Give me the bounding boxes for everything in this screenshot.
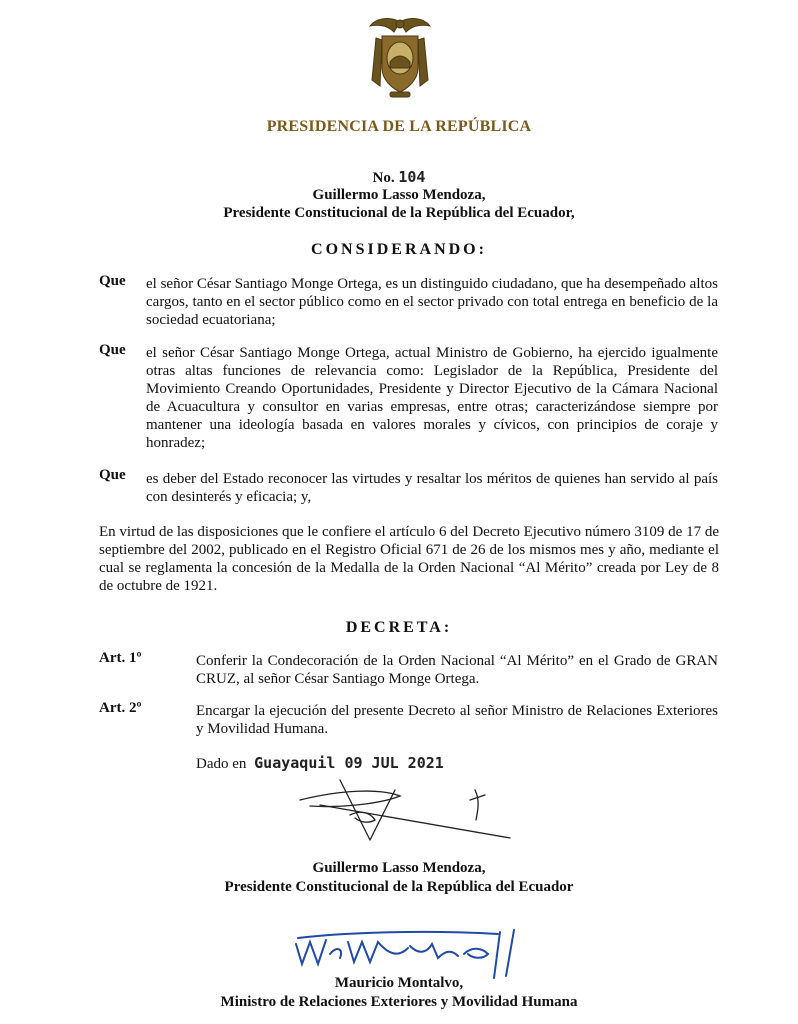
dado-en-label: Dado en [196, 756, 247, 772]
article-label: Art. 2º [99, 700, 142, 716]
que-label: Que [99, 467, 126, 483]
president-signature [280, 760, 520, 860]
presidency-header: PRESIDENCIA DE LA REPÚBLICA [266, 118, 532, 135]
que-label: Que [99, 342, 126, 358]
decree-number [0, 168, 798, 187]
decreta-heading: DECRETA: [345, 619, 453, 636]
signatory-role: Ministro de Relaciones Exteriores y Movilidad Humana [220, 994, 578, 1010]
author-name: Guillermo Lasso Mendoza, [312, 187, 486, 203]
author-role: Presidente Constitucional de la República del Ecuador, [223, 205, 575, 221]
que-paragraph: el señor César Santiago Monge Ortega, actual Ministro de Gobierno, ha ejercido igualmente otras altas funciones de relevancia como: Legislador de la República, Presidente del Movimiento Creando Oportunidades, Presidente y Director Ejecutivo de la Cámara Nacional de Acuacultura y consultor en varias empresas, entre otras; caracterizándose siempre por mantener una ideología basada en valores morales y cívicos, con principios de coraje y honradez; [146, 345, 718, 451]
article-text: Encargar la ejecución del presente Decreto al señor Ministro de Relaciones Exteriores y Movilidad Humana. [196, 703, 718, 737]
signatory-role: Presidente Constitucional de la República del Ecuador [224, 879, 574, 895]
que-paragraph: es deber del Estado reconocer las virtudes y resaltar los méritos de quienes han servido al país con desinterés y eficacia; y, [146, 471, 718, 505]
article-label: Art. 1º [99, 650, 142, 666]
signatory-name: Guillermo Lasso Mendoza, [312, 860, 486, 876]
date-stamp: Guayaquil 09 JUL 2021 [254, 754, 444, 772]
en-virtud-paragraph: En virtud de las disposiciones que le confiere el artículo 6 del Decreto Ejecutivo número 3109 de 17 de septiembre del 2002, publicado en el Registro Oficial 671 de 26 de los mismos mes y año, mediante el cual se reglamenta la concesión de la Medalla de la Orden Nacional “Al Mérito” creada por Ley de 8 de octubre de 1921. [99, 524, 719, 594]
article-text: Conferir la Condecoración de la Orden Nacional “Al Mérito” en el Grado de GRAN CRUZ, al señor César Santiago Monge Ortega. [196, 653, 718, 687]
que-label: Que [99, 273, 126, 289]
decree-number-value: 104 [398, 168, 426, 186]
coat-of-arms-emblem [368, 14, 432, 100]
que-paragraph: el señor César Santiago Monge Ortega, es un distinguido ciudadano, que ha desempeñado altos cargos, tanto en el sector público como en el sector privado con total entrega en beneficio de la sociedad ecuatoriana; [146, 276, 718, 328]
decree-number-label: No. [372, 170, 395, 186]
signatory-name: Mauricio Montalvo, [334, 975, 464, 991]
considerando-heading: CONSIDERANDO: [311, 241, 487, 258]
